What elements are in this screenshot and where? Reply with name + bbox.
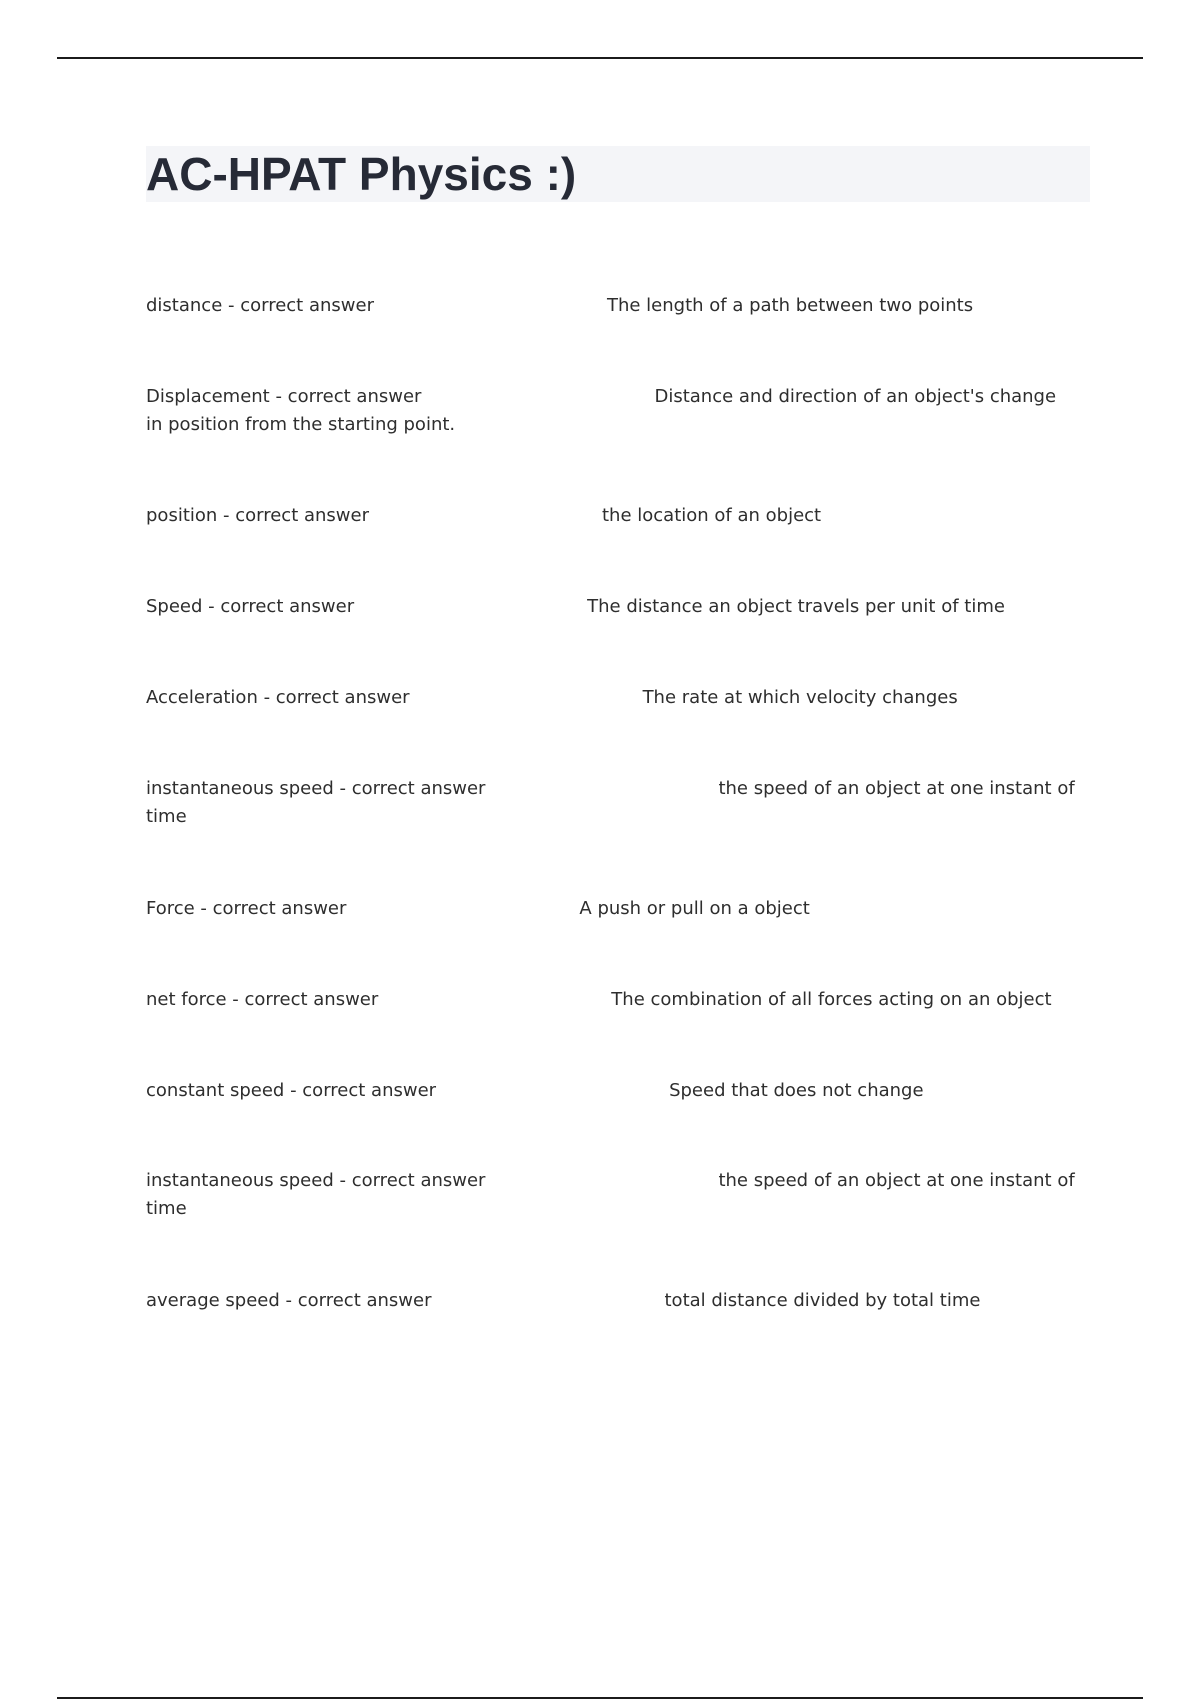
top-rule: [57, 57, 1143, 59]
entry-term: average speed - correct answer: [146, 1290, 432, 1311]
qa-entry: [146, 383, 1076, 439]
entry-term: distance - correct answer: [146, 295, 374, 316]
bottom-rule: [57, 1697, 1143, 1699]
entry-term: instantaneous speed - correct answer: [146, 778, 486, 799]
qa-entry: [146, 1287, 1076, 1315]
entry-term: Speed - correct answer: [146, 596, 355, 617]
entry-term: net force - correct answer: [146, 989, 379, 1010]
entry-definition: Distance and direction of an object's change in position from the starting point.: [146, 386, 1057, 435]
entry-definition: The combination of all forces acting on an object: [611, 989, 1052, 1010]
qa-entry: [146, 775, 1076, 831]
entry-term: constant speed - correct answer: [146, 1080, 437, 1101]
page-title: AC-HPAT Physics :): [146, 148, 577, 200]
entry-definition: total distance divided by total time: [664, 1290, 981, 1311]
entry-definition: The rate at which velocity changes: [642, 687, 958, 708]
entry-term: Displacement - correct answer: [146, 386, 422, 407]
entry-definition: The distance an object travels per unit of time: [587, 596, 1005, 617]
entry-definition: The length of a path between two points: [606, 295, 974, 316]
entry-term: Acceleration - correct answer: [146, 687, 410, 708]
qa-entry: [146, 684, 1076, 712]
qa-entry: [146, 1077, 1076, 1105]
entry-definition: A push or pull on a object: [579, 898, 810, 919]
qa-entry: [146, 1167, 1076, 1223]
qa-entry: [146, 593, 1076, 621]
entry-definition: the speed of an object at one instant of time: [146, 778, 1075, 827]
qa-entry: [146, 986, 1076, 1014]
entry-term: position - correct answer: [146, 505, 369, 526]
qa-entry: [146, 292, 1076, 320]
entry-definition: the speed of an object at one instant of time: [146, 1170, 1075, 1219]
entry-definition: Speed that does not change: [669, 1080, 924, 1101]
entry-term: instantaneous speed - correct answer: [146, 1170, 486, 1191]
qa-entry: [146, 895, 1076, 923]
entry-term: Force - correct answer: [146, 898, 347, 919]
qa-entry: [146, 502, 1076, 530]
entry-definition: the location of an object: [602, 505, 822, 526]
